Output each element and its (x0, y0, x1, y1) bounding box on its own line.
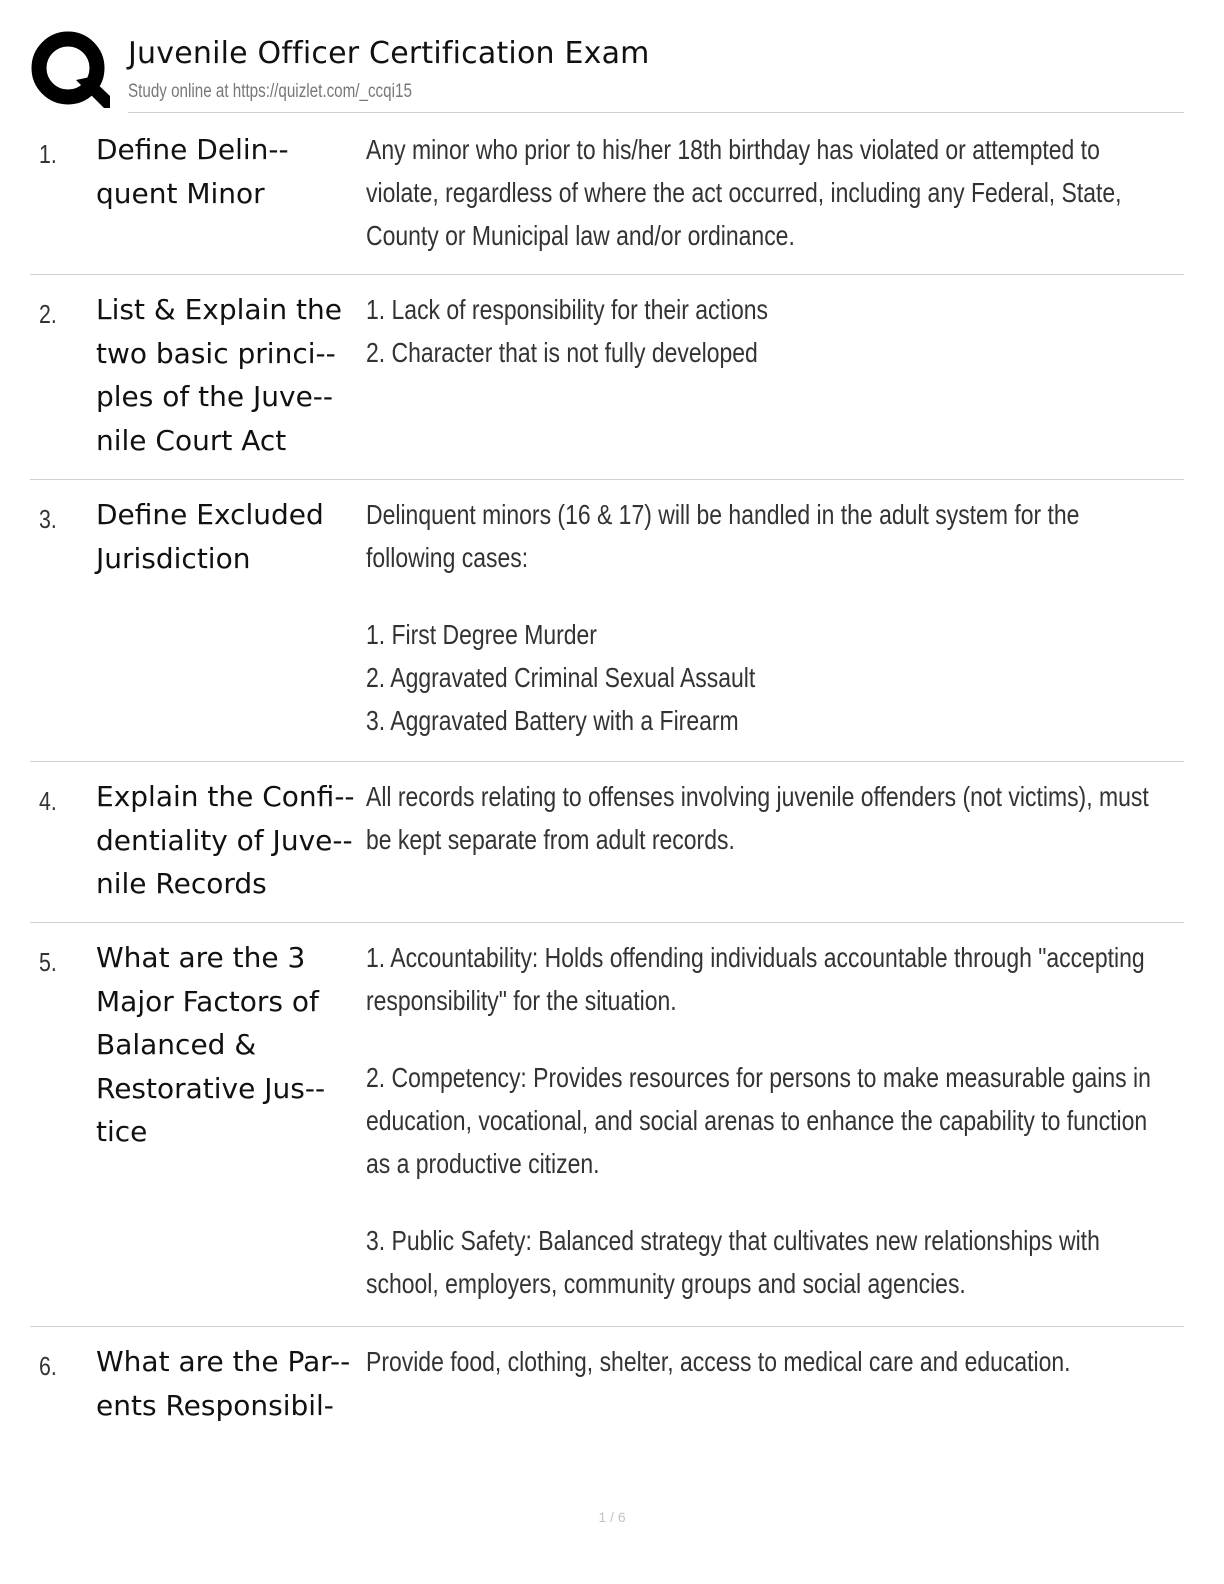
card-definition (366, 493, 1170, 742)
definition-paragraph: 3. Public Safety: Balanced strategy that cultivates new relationships with school, employers, community groups and social agencies. (366, 1225, 1100, 1299)
definition-paragraph: 1. Accountability: Holds offending individuals accountable through "accepting responsibility" for the situation. (366, 942, 1145, 1016)
card-number: 1. (39, 139, 57, 169)
card-number: 4. (39, 786, 57, 816)
header-divider (128, 112, 1184, 113)
flashcard-row (30, 115, 1184, 275)
definition-paragraph: 2. Competency: Provides resources for persons to make measurable gains in education, vocational, and social arenas to enhance the capability to function as a productive citizen. (366, 1062, 1151, 1179)
card-number: 2. (39, 299, 57, 329)
card-number: 6. (39, 1351, 57, 1381)
page-number: 1 / 6 (598, 1509, 626, 1525)
card-definition (366, 775, 1170, 861)
flashcard-list (30, 115, 1184, 1527)
card-term: Explain the Confi-dentiality of Juve-nile Records (96, 780, 355, 900)
flashcard-row (30, 923, 1184, 1327)
definition-paragraph: 1. Lack of responsibility for their actions 2. Character that is not fully developed (366, 294, 768, 368)
card-term: What are the 3 Major Factors of Balanced & Restorative Jus-tice (96, 941, 326, 1148)
flashcard-row (30, 762, 1184, 923)
card-term: List & Explain the two basic princi-ples of the Juve-nile Court Act (96, 293, 342, 457)
definition-paragraph: All records relating to offenses involving juvenile offenders (not victims), must be kept separate from adult records. (366, 781, 1149, 855)
definition-paragraph: Provide food, clothing, shelter, access to medical care and education. (366, 1346, 1071, 1377)
page-header (30, 28, 1190, 114)
page-title: Juvenile Officer Certification Exam (128, 36, 650, 71)
definition-paragraph: Any minor who prior to his/her 18th birthday has violated or attempted to violate, regardless of where the act occurred, including any Federal, State, County or Municipal law and/or ordinance. (366, 134, 1122, 251)
card-definition (366, 936, 1170, 1305)
card-term: What are the Par-ents Responsibil- (96, 1345, 351, 1422)
definition-paragraph: Delinquent minors (16 & 17) will be handled in the adult system for the following cases: (366, 499, 1080, 573)
study-online-link[interactable]: Study online at https://quizlet.com/_ccqi15 (128, 81, 412, 102)
card-number: 5. (39, 947, 57, 977)
flashcard-row (30, 275, 1184, 480)
card-definition (366, 128, 1170, 257)
quizlet-q-logo-icon (30, 30, 110, 110)
card-number: 3. (39, 504, 57, 534)
card-term: Define Delin-quent Minor (96, 133, 289, 210)
definition-paragraph: 1. First Degree Murder 2. Aggravated Criminal Sexual Assault 3. Aggravated Battery with a Firearm (366, 619, 756, 736)
card-term: Define Excluded Jurisdiction (96, 498, 324, 575)
flashcard-row (30, 1327, 1184, 1527)
card-definition (366, 288, 1170, 374)
flashcard-row (30, 480, 1184, 762)
card-definition (366, 1340, 1170, 1383)
